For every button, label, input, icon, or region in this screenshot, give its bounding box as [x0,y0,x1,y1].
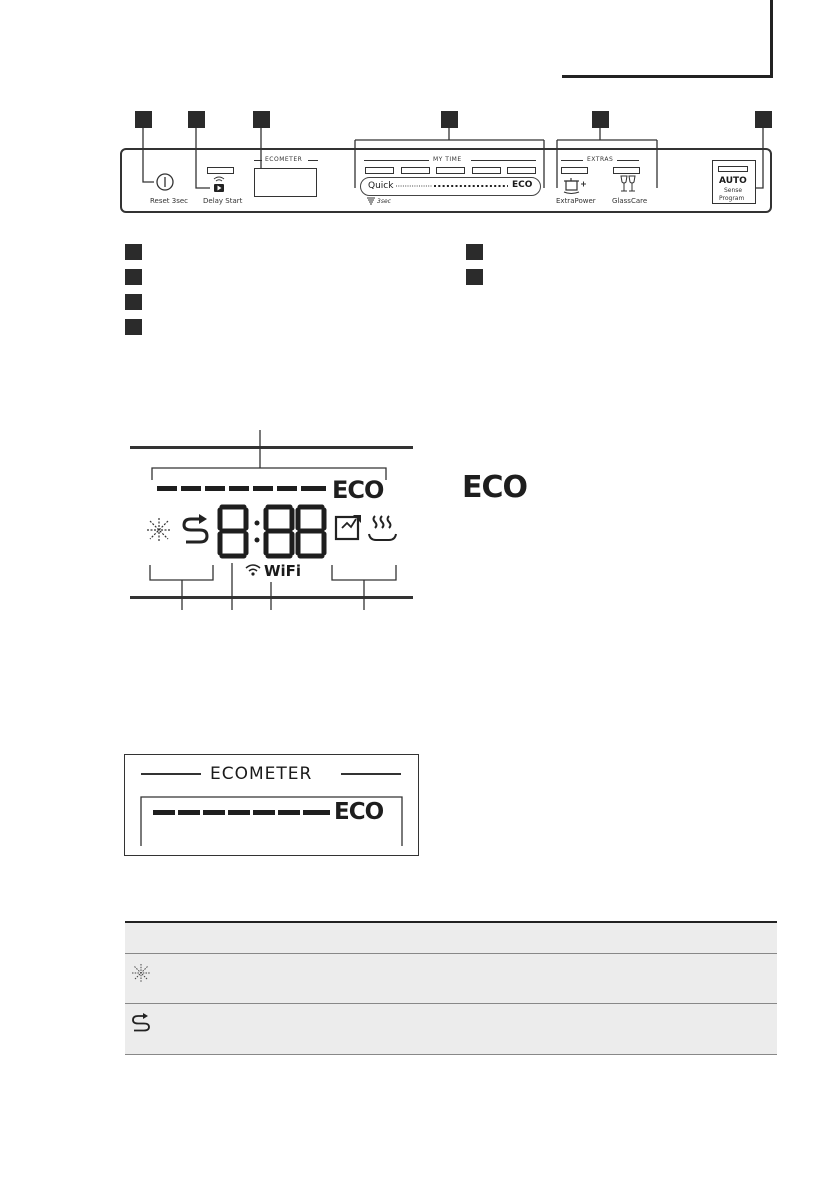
auto-led [718,166,748,172]
touch-icon [366,197,376,206]
delay-start-label: Delay Start [203,197,243,205]
hold-label: 3sec [377,198,391,205]
display-segment-5 [253,486,273,491]
table-row [125,1004,777,1054]
ecometer-segment-2 [178,810,200,815]
legend-box-1 [125,244,142,260]
cycle-icon [131,1013,151,1033]
extras-label: EXTRAS [587,156,614,163]
ecometer-segment-7 [303,810,330,815]
ecometer-segment-1 [153,810,175,815]
eco-symbol: ECO [462,470,528,505]
display-segment-1 [157,486,177,491]
mytime-led-2 [401,167,430,174]
remote-start-icon[interactable] [212,175,226,193]
table-row [125,954,777,1003]
extrapower-label: ExtraPower [556,197,596,205]
display-segment-2 [181,486,201,491]
extrapower-led [561,167,588,174]
extras-line-right [617,160,639,161]
legend-box-6 [466,269,483,285]
glasscare-led [613,167,640,174]
legend-box-4 [125,319,142,335]
program-label: Program [719,195,745,202]
ecometer-line-right [308,160,318,161]
reset-label: Reset 3sec [150,197,189,205]
mytime-led-4 [472,167,501,174]
rinse-aid-icon [334,513,364,543]
table-header-row [125,923,777,953]
display-segment-3 [205,486,225,491]
extrapower-icon[interactable] [563,176,587,194]
display-segment-4 [229,486,249,491]
legend-box-2 [125,269,142,285]
mytime-led-1 [365,167,394,174]
ecometer-segment-4 [228,810,250,815]
delay-led [207,167,234,174]
display-wifi-label: WiFi [264,562,302,580]
legend-box-5 [466,244,483,260]
display-eco-label: ECO [332,476,384,504]
mytime-led-5 [507,167,536,174]
sense-label: Sense [724,187,743,194]
program-dots [396,183,510,189]
display-segment-6 [277,486,297,491]
table-bottom-rule [125,1054,777,1055]
cycle-icon [181,514,211,546]
display-segment-7 [301,486,326,491]
ecometer-title-line-left [141,773,201,775]
ecometer-title: ECOMETER [210,764,313,784]
mytime-line-left [364,160,429,161]
glasscare-icon[interactable] [619,175,637,194]
digital-readout [216,503,328,561]
ecometer-line-left [254,160,262,161]
ecometer-segment-5 [253,810,275,815]
ecometer-segment-6 [278,810,300,815]
mytime-label: MY TIME [433,156,462,163]
auto-label: AUTO [719,176,747,186]
ecometer-title-line-right [341,773,401,775]
wifi-icon [245,563,261,577]
quick-eco-label: ECO [512,180,533,190]
legend-box-3 [125,294,142,310]
ecometer-eco-label: ECO [334,799,384,825]
power-icon[interactable] [155,172,175,192]
glasscare-label: GlassCare [612,197,648,205]
extras-line-left [561,160,583,161]
mytime-line-right [471,160,536,161]
ecometer-panel-label: ECOMETER [265,156,303,163]
sparkle-icon [145,516,173,544]
drying-icon [367,513,399,545]
mytime-led-3 [436,167,465,174]
sparkle-icon [131,963,151,983]
ecometer-screen [254,168,317,197]
ecometer-segment-3 [203,810,225,815]
quick-label: Quick [368,181,394,191]
